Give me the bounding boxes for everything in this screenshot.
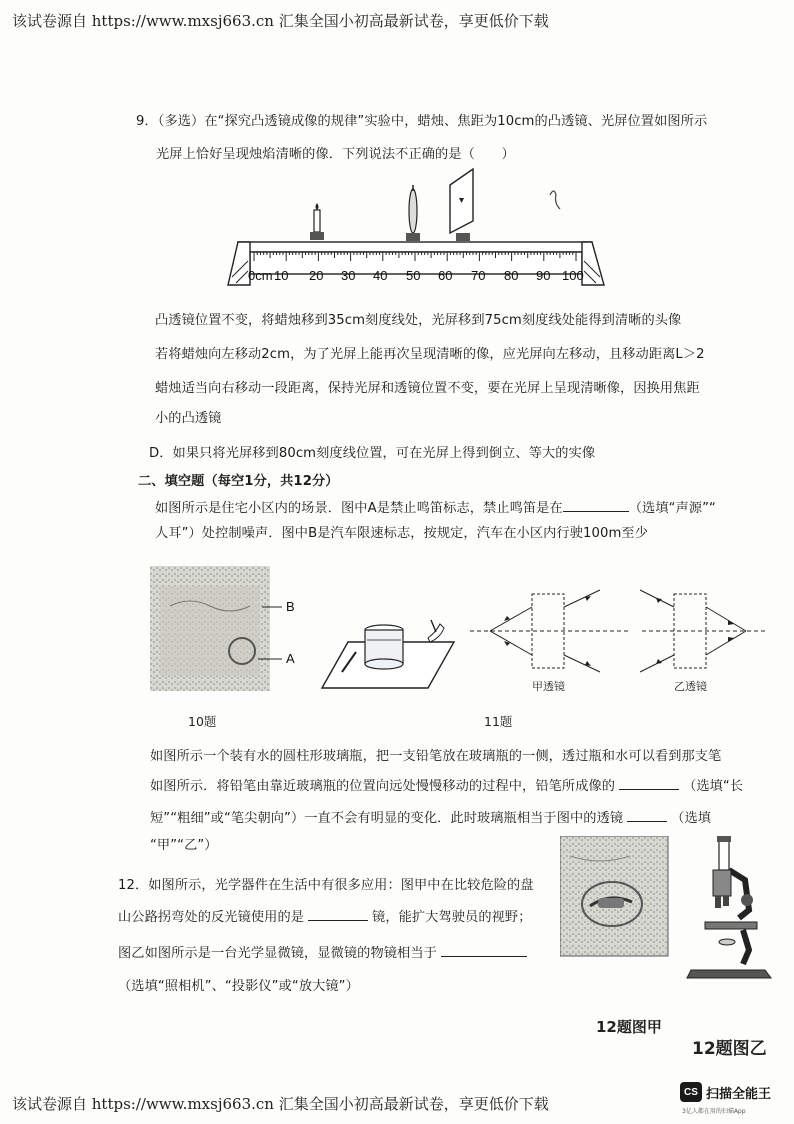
convex-lens [409, 189, 417, 233]
candle-holder [310, 232, 324, 240]
answer-blank[interactable] [308, 909, 368, 921]
q12-line-3 [118, 942, 527, 961]
fig12b-caption: 12题图乙 [692, 1039, 767, 1059]
microscope-figure [685, 830, 777, 980]
fig10-caption: 10题 [188, 714, 217, 729]
ruler-label: 60 [438, 268, 453, 283]
q9-line-1: 9．（多选）在“探究凸透镜成像的规律”实验中，蜡烛、焦距为10cm的凸透镜、光屏位置如图所示 [136, 114, 708, 129]
brand-badge: CS [680, 1082, 702, 1102]
ruler-label: 90 [536, 268, 551, 283]
candle-flame [316, 203, 319, 210]
left-stand [228, 242, 250, 285]
bench-rail [238, 242, 592, 252]
candle [314, 210, 320, 232]
lens-holder [406, 233, 420, 241]
q11-line-1: 如图所示一个装有水的圆柱形玻璃瓶，把一支铅笔放在玻璃瓶的一侧，透过瓶和水可以看到那支笔 [150, 749, 722, 764]
q11-line-3 [150, 807, 711, 826]
q10-text: （选填“声源”“ [628, 501, 716, 516]
q9-option-a: 凸透镜位置不变，将蜡烛移到35cm刻度线处，光屏移到75cm刻度线处能得到清晰的头像 [155, 313, 682, 328]
lens-diagrams [470, 580, 775, 695]
scanner-brand-logo [680, 1082, 786, 1118]
q12-line-4: （选填“照相机”、“投影仪”或“放大镜”） [118, 979, 359, 994]
q10-text: 如图所示是住宅小区内的场景．图中A是禁止鸣笛标志，禁止鸣笛是在 [155, 501, 563, 516]
answer-blank[interactable] [627, 810, 667, 822]
ruler-label: 20 [309, 268, 324, 283]
fig12a-caption: 12题图甲 [596, 1018, 662, 1036]
ruler-label: 70 [471, 268, 486, 283]
q10-line-1 [155, 497, 716, 516]
q9-line-2: 光屏上恰好呈现烛焰清晰的像．下列说法不正确的是（ ） [156, 147, 515, 162]
q11-text: （选填 [671, 811, 712, 826]
ruler-label: 30 [341, 268, 356, 283]
brand-slogan: 3亿人都在用的扫描App [682, 1108, 746, 1115]
brand-name: 扫描全能王 [706, 1087, 772, 1102]
ruler-label: 40 [373, 268, 388, 283]
q9-option-c: 蜡烛适当向右移动一段距离，保持光屏和透镜位置不变，要在光屏上呈现清晰像，因换用焦距 [155, 381, 700, 396]
answer-blank[interactable] [441, 945, 527, 957]
q11-text: 如图所示．将铅笔由靠近玻璃瓶的位置向远处慢慢移动的过程中，铅笔所成像的 [150, 779, 616, 794]
glass-bottle-figure [318, 600, 458, 692]
label-a: A [286, 651, 295, 666]
q10-line-2: 人耳”）处控制噪声．图中B是汽车限速标志，按规定，汽车在小区内行驶100m至少 [155, 526, 648, 541]
q12-line-2 [118, 906, 531, 925]
q9-option-b: 若将蜡烛向左移动2cm，为了光屏上能再次呈现清晰的像，应光屏向左移动，且移动距离L＞2 [155, 347, 705, 362]
q9-option-d: D．如果只将光屏移到80cm刻度线位置，可在光屏上得到倒立、等大的实像 [149, 446, 596, 461]
road-mirror-photo [560, 836, 670, 958]
ruler-label: 10 [274, 268, 289, 283]
q12-text: 镜，能扩大驾驶员的视野； [372, 910, 532, 925]
right-stand [582, 242, 604, 285]
ruler-label: 80 [504, 268, 519, 283]
q12-text: 图乙如图所示是一台光学显微镜，显微镜的物镜相当于 [118, 946, 437, 961]
q11-text: （选填“长 [683, 779, 744, 794]
ruler-label: 100 [562, 268, 584, 283]
fig11-caption: 11题 [484, 714, 513, 729]
ruler-label: 0cm [248, 268, 273, 283]
q11-line-4: “甲”“乙”） [150, 838, 218, 853]
header-watermark: 该试卷源自 https://www.mxsj663.cn 汇集全国小初高最新试卷，享更低价下载 [12, 12, 549, 30]
q12-line-1: 12．如图所示，光学器件在生活中有很多应用：图甲中在比较危险的盘 [118, 878, 534, 893]
q9-option-c-cont: 小的凸透镜 [155, 411, 222, 426]
answer-blank[interactable] [619, 778, 679, 790]
ruler-label: 50 [406, 268, 421, 283]
section-2-title: 二、填空题（每空1分，共12分） [138, 474, 339, 489]
answer-blank[interactable] [563, 500, 629, 512]
label-b: B [286, 599, 295, 614]
residential-photo [150, 566, 310, 691]
q11-text: 短”“粗细”或“笔尖朝向”）一直不会有明显的变化．此时玻璃瓶相当于图中的透镜 [150, 811, 624, 826]
q12-text: 山公路拐弯处的反光镜使用的是 [118, 910, 305, 925]
screen-holder [456, 233, 470, 241]
q11-line-2 [150, 775, 743, 794]
footer-watermark: 该试卷源自 https://www.mxsj663.cn 汇集全国小初高最新试卷，享更低价下载 [12, 1095, 549, 1113]
lens-b-label: 乙透镜 [674, 680, 707, 693]
lens-a-label: 甲透镜 [532, 680, 565, 693]
